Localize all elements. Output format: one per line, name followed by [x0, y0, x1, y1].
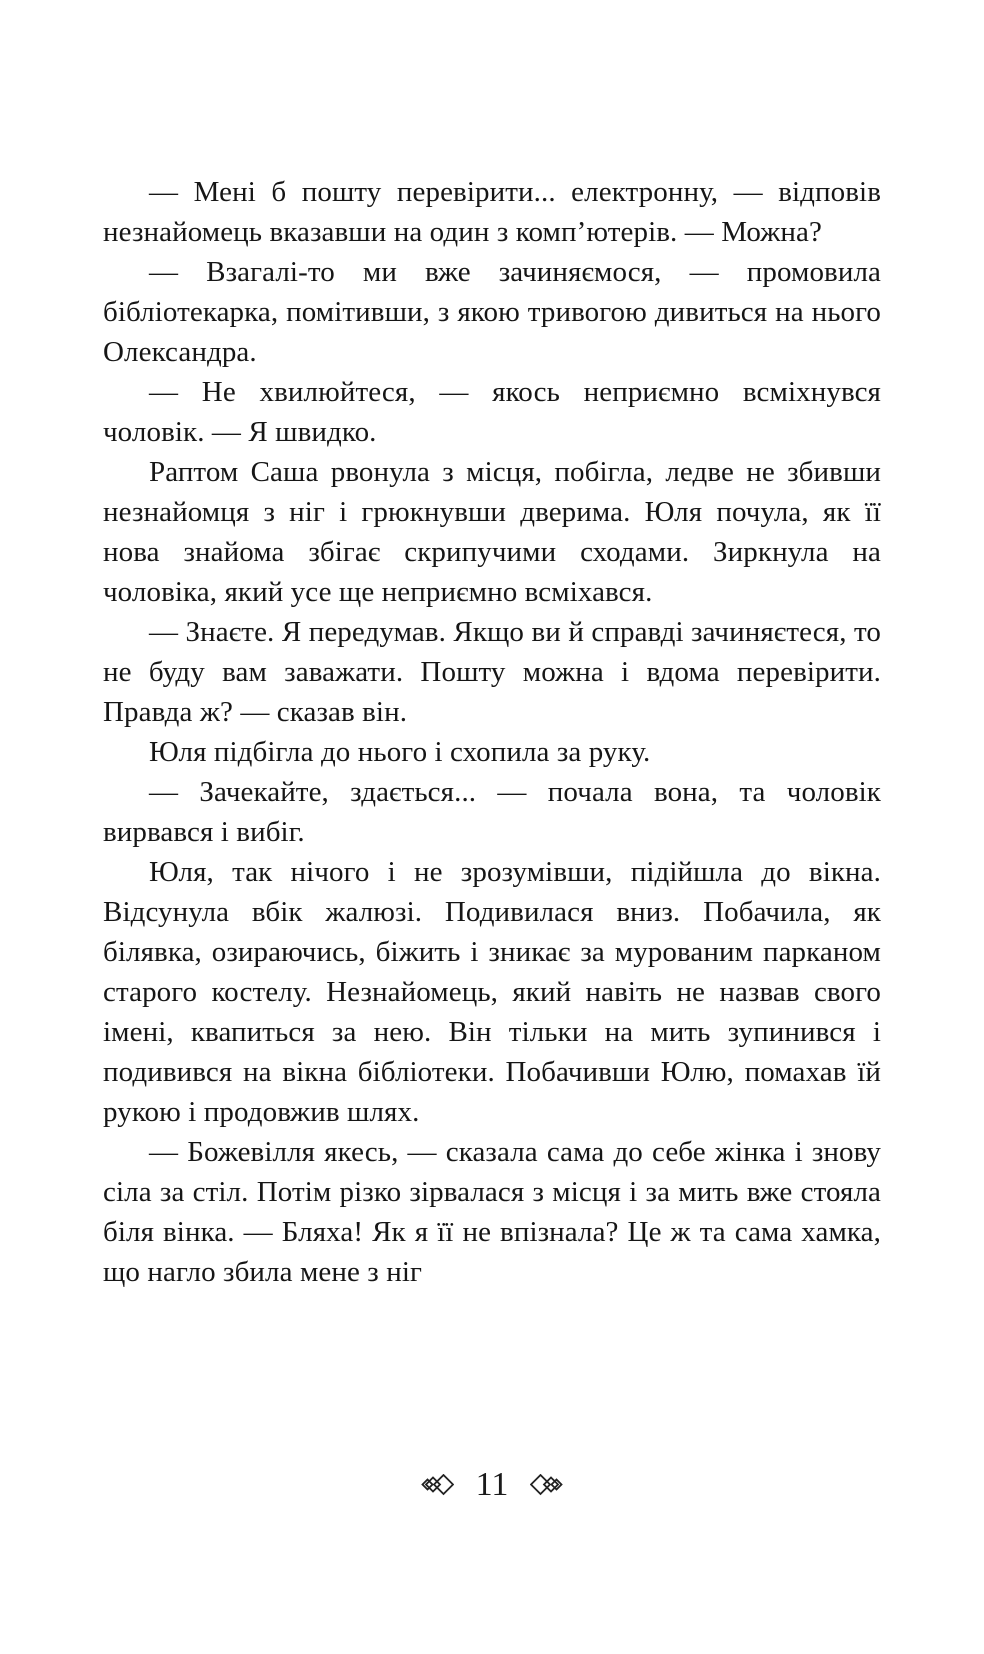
paragraph-dialogue: — Божевілля якесь, — сказала сама до себе жінка і знову сіла за стіл. Потім різко зірвалася з місця і за мить вже стояла біля вінка. — Бляха! Як я її не впізнала? Це ж та сама хамка, що нагло збила мене з ніг: [103, 1136, 881, 1288]
page-number: 11: [475, 1466, 509, 1503]
page-footer: [0, 1468, 984, 1502]
paragraph-dialogue: — Знаєте. Я передумав. Якщо ви й справді зачиняєтеся, то не буду вам заважати. Пошту можна і вдома перевірити. Правда ж? — сказав він.: [103, 616, 881, 728]
paragraph-narrative: Юля, так нічого і не зрозумівши, підійшла до вікна. Відсунула вбік жалюзі. Подивилася вниз. Побачила, як білявка, озираючись, біжить і зникає за мурованим парканом старого костелу. Незнайомець, який навіть не назвав свого імені, квапиться за нею. Він тільки на мить зупинився і подивився на вікна бібліотеки. Побачивши Юлю, помахав їй рукою і продовжив шлях.: [103, 856, 881, 1128]
diamond-ornament-left-icon: [421, 1474, 454, 1496]
paragraph-narrative: Раптом Саша рвонула з місця, побігла, ледве не збивши незнайомця з ніг і грюкнувши дверима. Юля почула, як її нова знайома збігає скрипучими сходами. Зиркнула на чоловіка, який усе ще неприємно всміхався.: [103, 456, 881, 608]
paragraph-narrative: Юля підбігла до нього і схопила за руку.: [149, 736, 651, 768]
paragraph-dialogue: — Не хвилюйтеся, — якось неприємно всміхнувся чоловік. — Я швидко.: [103, 376, 881, 448]
paragraph-dialogue: — Мені б пошту перевірити... електронну, — відповів незнайомець вказавши на один з комп’ютерів. — Можна?: [103, 176, 881, 248]
page-text: [103, 172, 881, 1292]
paragraph-dialogue: — Зачекайте, здається... — почала вона, та чоловік вирвався і вибіг.: [103, 776, 881, 848]
diamond-ornament-right-icon: [530, 1474, 563, 1496]
paragraph-dialogue: — Взагалі-то ми вже зачиняємося, — промовила бібліотекарка, помітивши, з якою тривогою дивиться на нього Олександра.: [103, 256, 881, 368]
